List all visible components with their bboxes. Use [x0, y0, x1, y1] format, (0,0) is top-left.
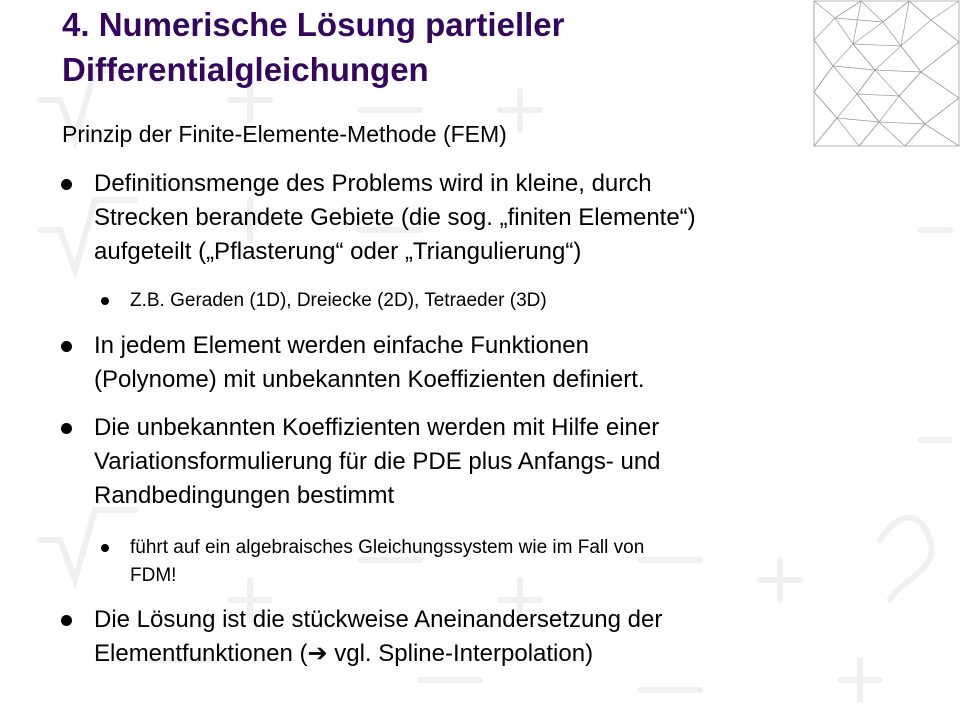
bullet-item — [94, 329, 894, 397]
bullet-line: Randbedingungen bestimmt — [94, 482, 395, 509]
bullet-line: Die Lösung ist die stückweise Aneinandersetzung der — [94, 606, 663, 633]
slide-title — [62, 2, 782, 92]
bullet-line: Definitionsmenge des Problems wird in kleine, durch — [94, 170, 652, 197]
bullet-line-text: Elementfunktionen ( — [94, 640, 308, 667]
slide-subtitle: Prinzip der Finite-Elemente-Methode (FEM) — [62, 121, 507, 147]
bullet-line: Strecken berandete Gebiete (die sog. „finiten Elemente“) — [94, 204, 696, 231]
sub-bullet-line: Z.B. Geraden (1D), Dreiecke (2D), Tetraeder (3D) — [130, 290, 547, 311]
bullet-icon — [101, 297, 109, 305]
slide-title-line: 4. Numerische Lösung partieller — [62, 6, 565, 43]
bullet-icon — [61, 179, 72, 190]
sub-bullet-item — [130, 534, 890, 590]
bullet-item — [94, 603, 894, 671]
right-arrow-icon: ➔ — [307, 640, 328, 667]
bullet-icon — [61, 341, 72, 352]
bullet-line — [94, 637, 894, 671]
bullet-line: In jedem Element werden einfache Funktionen — [94, 332, 589, 359]
bullet-line: Variationsformulierung für die PDE plus Anfangs- und — [94, 448, 661, 475]
sub-bullet-item — [130, 287, 890, 315]
sub-bullet-line: führt auf ein algebraisches Gleichungssystem wie im Fall von — [130, 537, 645, 558]
bullet-icon — [61, 615, 72, 626]
bullet-item — [94, 167, 894, 269]
sub-bullet-line: FDM! — [130, 565, 177, 586]
triangulation-mesh-image — [813, 0, 960, 147]
slide-title-line: Differentialgleichungen — [62, 51, 429, 88]
bullet-line: aufgeteilt („Pflasterung“ oder „Triangulierung“) — [94, 238, 582, 265]
bullet-item — [94, 411, 894, 513]
bullet-line: (Polynome) mit unbekannten Koeffizienten definiert. — [94, 366, 645, 393]
bullet-line-text: vgl. Spline-Interpolation) — [327, 640, 594, 667]
bullet-line: Die unbekannten Koeffizienten werden mit Hilfe einer — [94, 414, 660, 441]
bullet-icon — [61, 423, 72, 434]
bullet-icon — [101, 544, 109, 552]
